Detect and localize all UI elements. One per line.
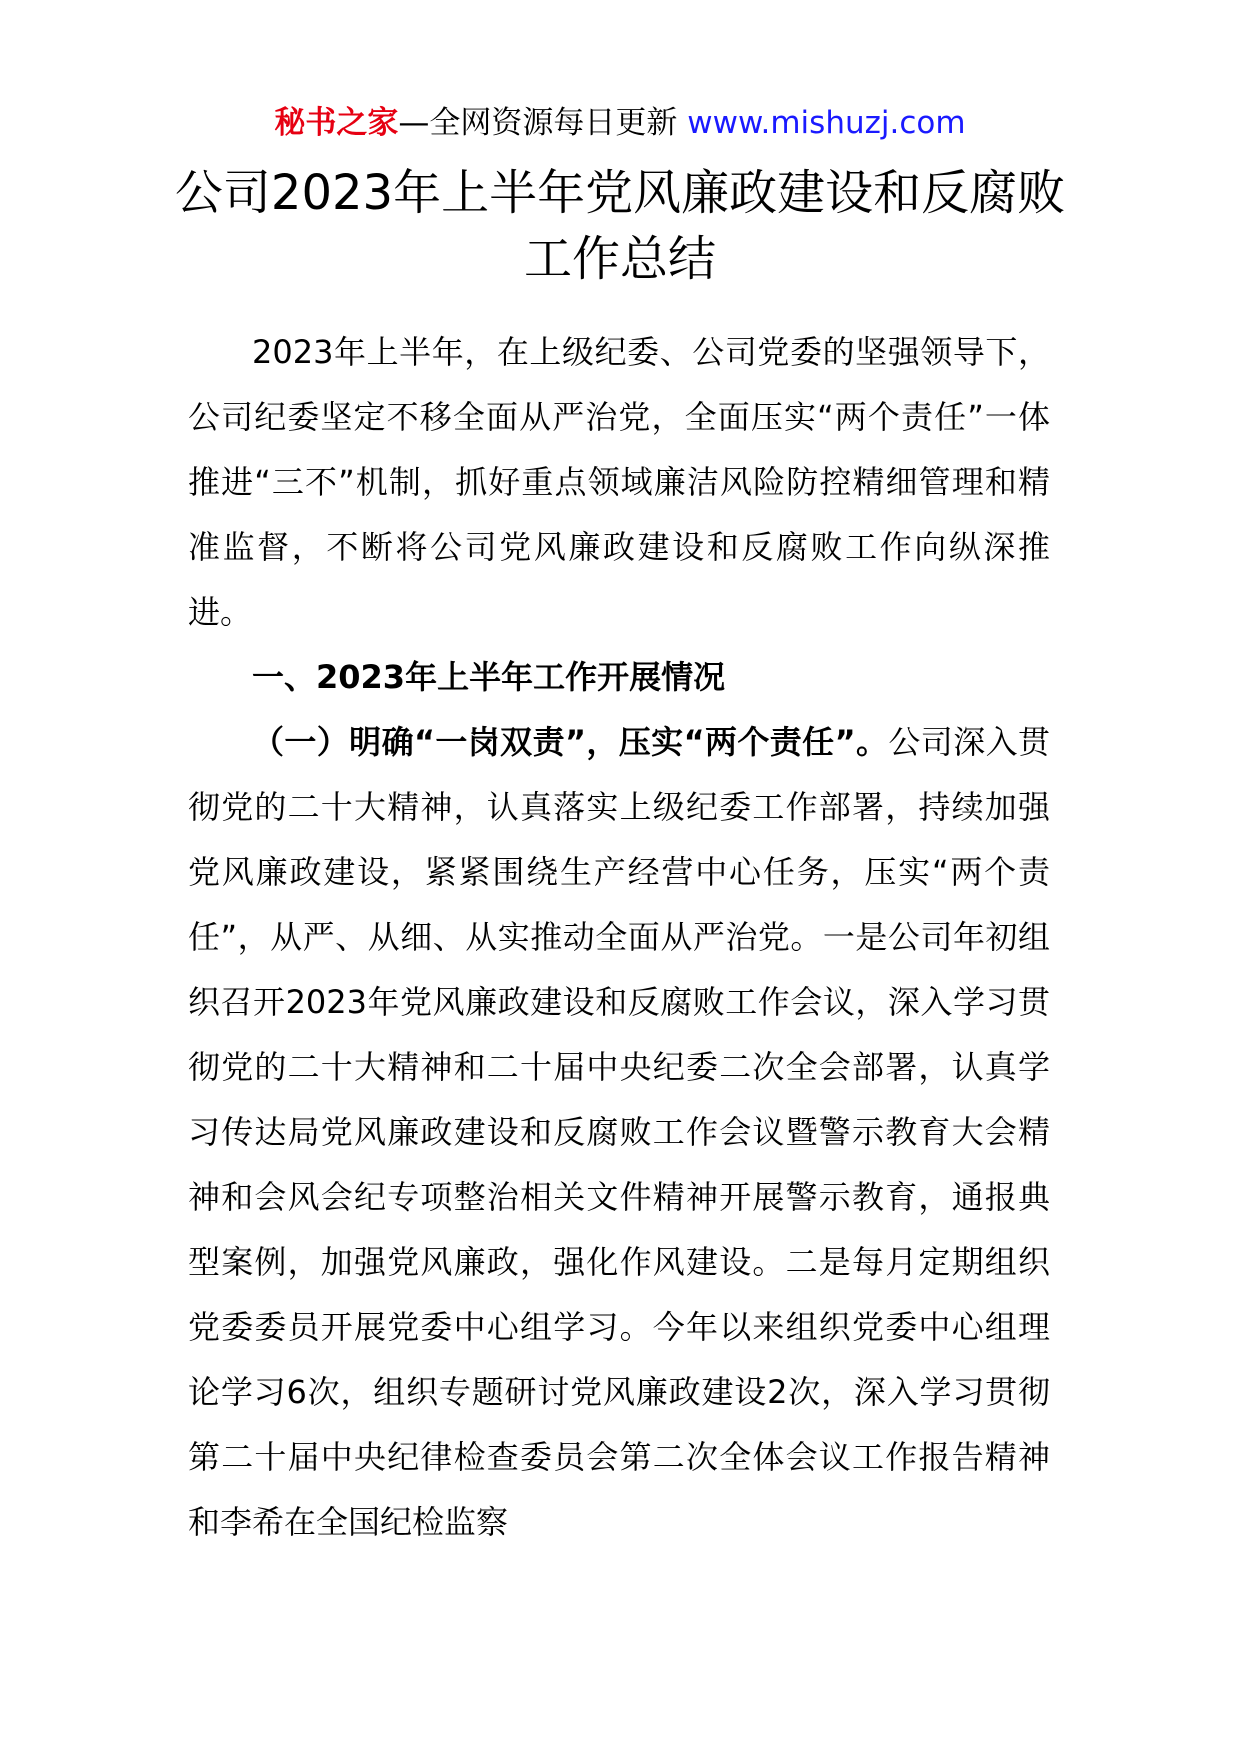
title-line-1: 公司2023年上半年党风廉政建设和反腐败 xyxy=(174,165,1066,221)
subsection-1-body: 公司深入贯彻党的二十大精神，认真落实上级纪委工作部署，持续加强党风廉政建设，紧紧围绕生产经营中心任务，压实“两个责任”，从严、从细、从实推动全面从严治党。一是公司年初组织召开2023年党风廉政建设和反腐败工作会议，深入学习贯彻党的二十大精神和二十届中央纪委二次全会部署，认真学习传达局党风廉政建设和反腐败工作会议暨警示教育大会精神和会风会纪专项整治相关文件精神开展警示教育，通报典型案例，加强党风廉政，强化作风建设。二是每月定期组织党委委员开展党委中心组学习。今年以来组织党委中心组理论学习6次，组织专题研讨党风廉政建设2次，深入学习贯彻第二十届中央纪律检查委员会第二次全体会议工作报告精神和李希在全国纪检监察 xyxy=(188,723,1050,1541)
watermark-header xyxy=(0,100,1240,146)
title-line-2: 工作总结 xyxy=(523,231,716,287)
subsection-1-paragraph xyxy=(188,710,1050,1555)
site-url-link[interactable]: www.mishuzj.com xyxy=(687,105,966,141)
section-1-heading: 一、2023年上半年工作开展情况 xyxy=(252,658,726,696)
document-title xyxy=(140,160,1100,292)
intro-paragraph: 2023年上半年，在上级纪委、公司党委的坚强领导下，公司纪委坚定不移全面从严治党，全面压实“两个责任”一体推进“三不”机制，抓好重点领域廉洁风险防控精细管理和精准监督，不断将公司党风廉政建设和反腐败工作向纵深推进。 xyxy=(188,333,1050,631)
header-tagline: —全网资源每日更新 xyxy=(398,105,678,141)
document-body xyxy=(188,320,1050,1555)
brand-name: 秘书之家 xyxy=(274,105,399,141)
subsection-1-heading: （一）明确“一岗双责”，压实“两个责任”。 xyxy=(252,723,889,761)
